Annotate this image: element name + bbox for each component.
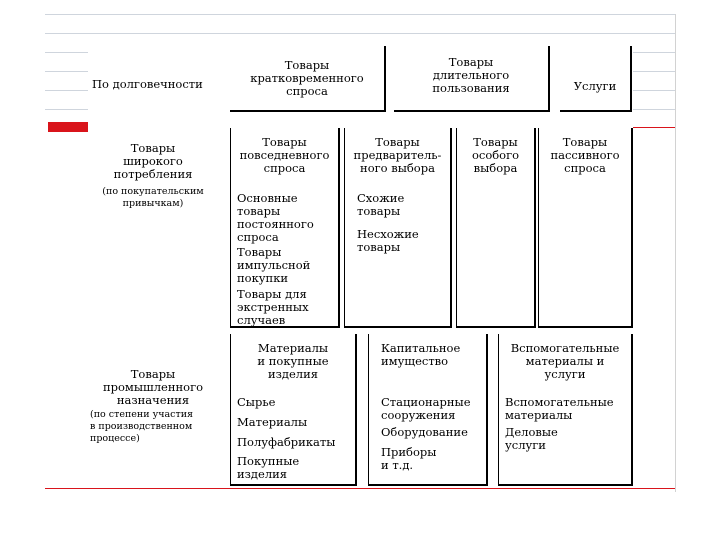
materials-item: Сырье	[237, 395, 276, 409]
capital-title: Капитальное имущество	[381, 341, 461, 368]
long-term-text: Товары длительного пользования	[432, 55, 510, 95]
auxiliary-title: Вспомогательные материалы и услуги	[510, 341, 620, 381]
accent-line-bottom	[45, 488, 675, 489]
everyday-title: Товары повседневного спроса	[239, 135, 330, 175]
preselect-title: Товары предваритель- ного выбора	[353, 135, 442, 175]
consumer-note: (по покупательским привычкам)	[102, 186, 204, 209]
everyday-cell	[230, 128, 340, 328]
services-text: Услуги	[573, 79, 617, 93]
short-term-cell	[230, 46, 386, 112]
special-cell	[456, 128, 536, 328]
everyday-item: Основные товары постоянного спроса	[237, 191, 314, 244]
materials-title: Материалы и покупные изделия	[257, 341, 329, 381]
auxiliary-item: Вспомогательные материалы	[505, 395, 614, 422]
margin-line	[675, 14, 676, 492]
materials-item: Материалы	[237, 415, 308, 429]
passive-cell	[538, 128, 633, 328]
consumer-label: Товары широкого потребления	[113, 141, 193, 181]
everyday-item: Товары для экстренных случаев	[237, 287, 309, 327]
special-title: Товары особого выбора	[471, 135, 520, 175]
materials-item: Покупные изделия	[237, 454, 300, 481]
materials-cell	[230, 334, 357, 486]
capital-item: Стационарные сооружения	[381, 395, 471, 422]
industrial-note: (по степени участия в производственном процессе)	[90, 409, 194, 444]
capital-item: Оборудование	[381, 425, 468, 439]
capital-item: Приборы и т.д.	[381, 445, 437, 472]
capital-cell	[368, 334, 488, 486]
auxiliary-item: Деловые услуги	[505, 425, 558, 452]
services-cell	[560, 46, 632, 112]
auxiliary-cell	[498, 334, 633, 486]
long-term-cell	[394, 46, 550, 112]
accent-bar	[48, 122, 88, 132]
preselect-cell	[344, 128, 452, 328]
classification-table	[88, 46, 633, 488]
preselect-item: Схожие товары	[357, 191, 405, 218]
durability-label: По долговечности	[92, 77, 203, 91]
passive-title: Товары пассивного спроса	[550, 135, 620, 175]
materials-item: Полуфабрикаты	[237, 435, 336, 449]
grid-line	[45, 14, 675, 15]
preselect-item: Несхожие товары	[357, 227, 419, 254]
grid-line	[45, 33, 675, 34]
short-term-text: Товары кратковременного спроса	[250, 58, 364, 98]
everyday-item: Товары импульсной покупки	[237, 245, 311, 285]
industrial-label: Товары промышленного назначения	[102, 367, 204, 407]
